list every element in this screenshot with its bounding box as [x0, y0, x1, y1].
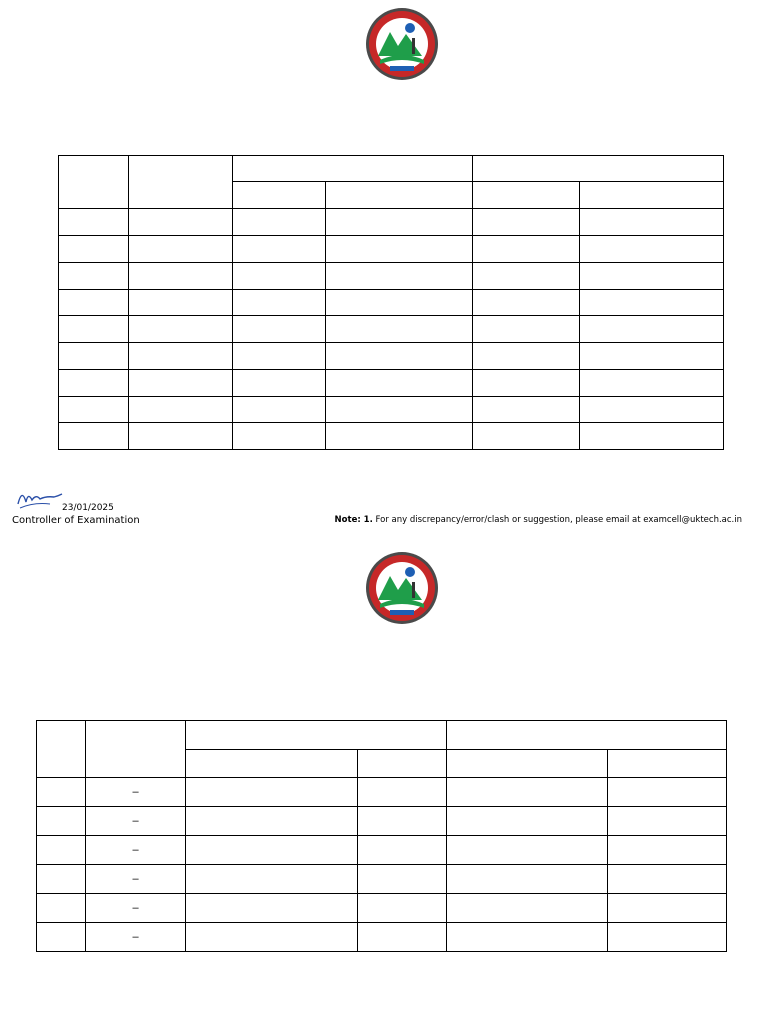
dash-cell: –	[86, 865, 186, 894]
subheader-cell	[326, 182, 473, 209]
table-row	[59, 209, 724, 236]
university-seal-icon	[360, 6, 444, 82]
subheader-cell	[358, 750, 447, 778]
header-cell	[473, 156, 724, 182]
table-row	[59, 290, 724, 316]
table-row	[37, 836, 727, 865]
page1-table	[58, 155, 724, 450]
university-seal-icon	[360, 550, 444, 626]
table-row	[59, 397, 724, 423]
header-cell	[86, 721, 186, 778]
table-row	[37, 865, 727, 894]
dash-cell: –	[86, 894, 186, 923]
dash-cell: –	[86, 778, 186, 807]
table-row	[37, 923, 727, 952]
subheader-cell	[447, 750, 608, 778]
table-row	[37, 894, 727, 923]
note-text: For any discrepancy/error/clash or suggestion, please email at examcell@uktech.ac.in	[375, 515, 742, 525]
note-label: Note: 1.	[334, 515, 373, 525]
subheader-cell	[473, 182, 580, 209]
signature	[14, 484, 64, 512]
subheader-cell	[186, 750, 358, 778]
signature-date: 23/01/2025	[62, 503, 114, 513]
subheader-cell	[580, 182, 724, 209]
header-cell	[233, 156, 473, 182]
footer-note	[335, 515, 742, 525]
dash-cell: –	[86, 807, 186, 836]
table-row	[59, 370, 724, 397]
page2-table	[36, 720, 727, 952]
dash-cell: –	[86, 836, 186, 865]
header-cell	[59, 156, 129, 209]
university-logo	[360, 550, 444, 626]
dash-cell: –	[86, 923, 186, 952]
table-row	[59, 236, 724, 263]
signatory-title: Controller of Examination	[12, 515, 140, 526]
subheader-cell	[608, 750, 727, 778]
header-cell	[37, 721, 86, 778]
header-cell	[447, 721, 727, 750]
header-cell	[129, 156, 233, 209]
table-row	[59, 263, 724, 290]
university-logo	[360, 6, 444, 82]
table-row	[59, 316, 724, 343]
subheader-cell	[233, 182, 326, 209]
table-row	[37, 807, 727, 836]
table-row	[37, 778, 727, 807]
header-cell	[186, 721, 447, 750]
table-row	[59, 423, 724, 450]
table-row	[59, 343, 724, 370]
